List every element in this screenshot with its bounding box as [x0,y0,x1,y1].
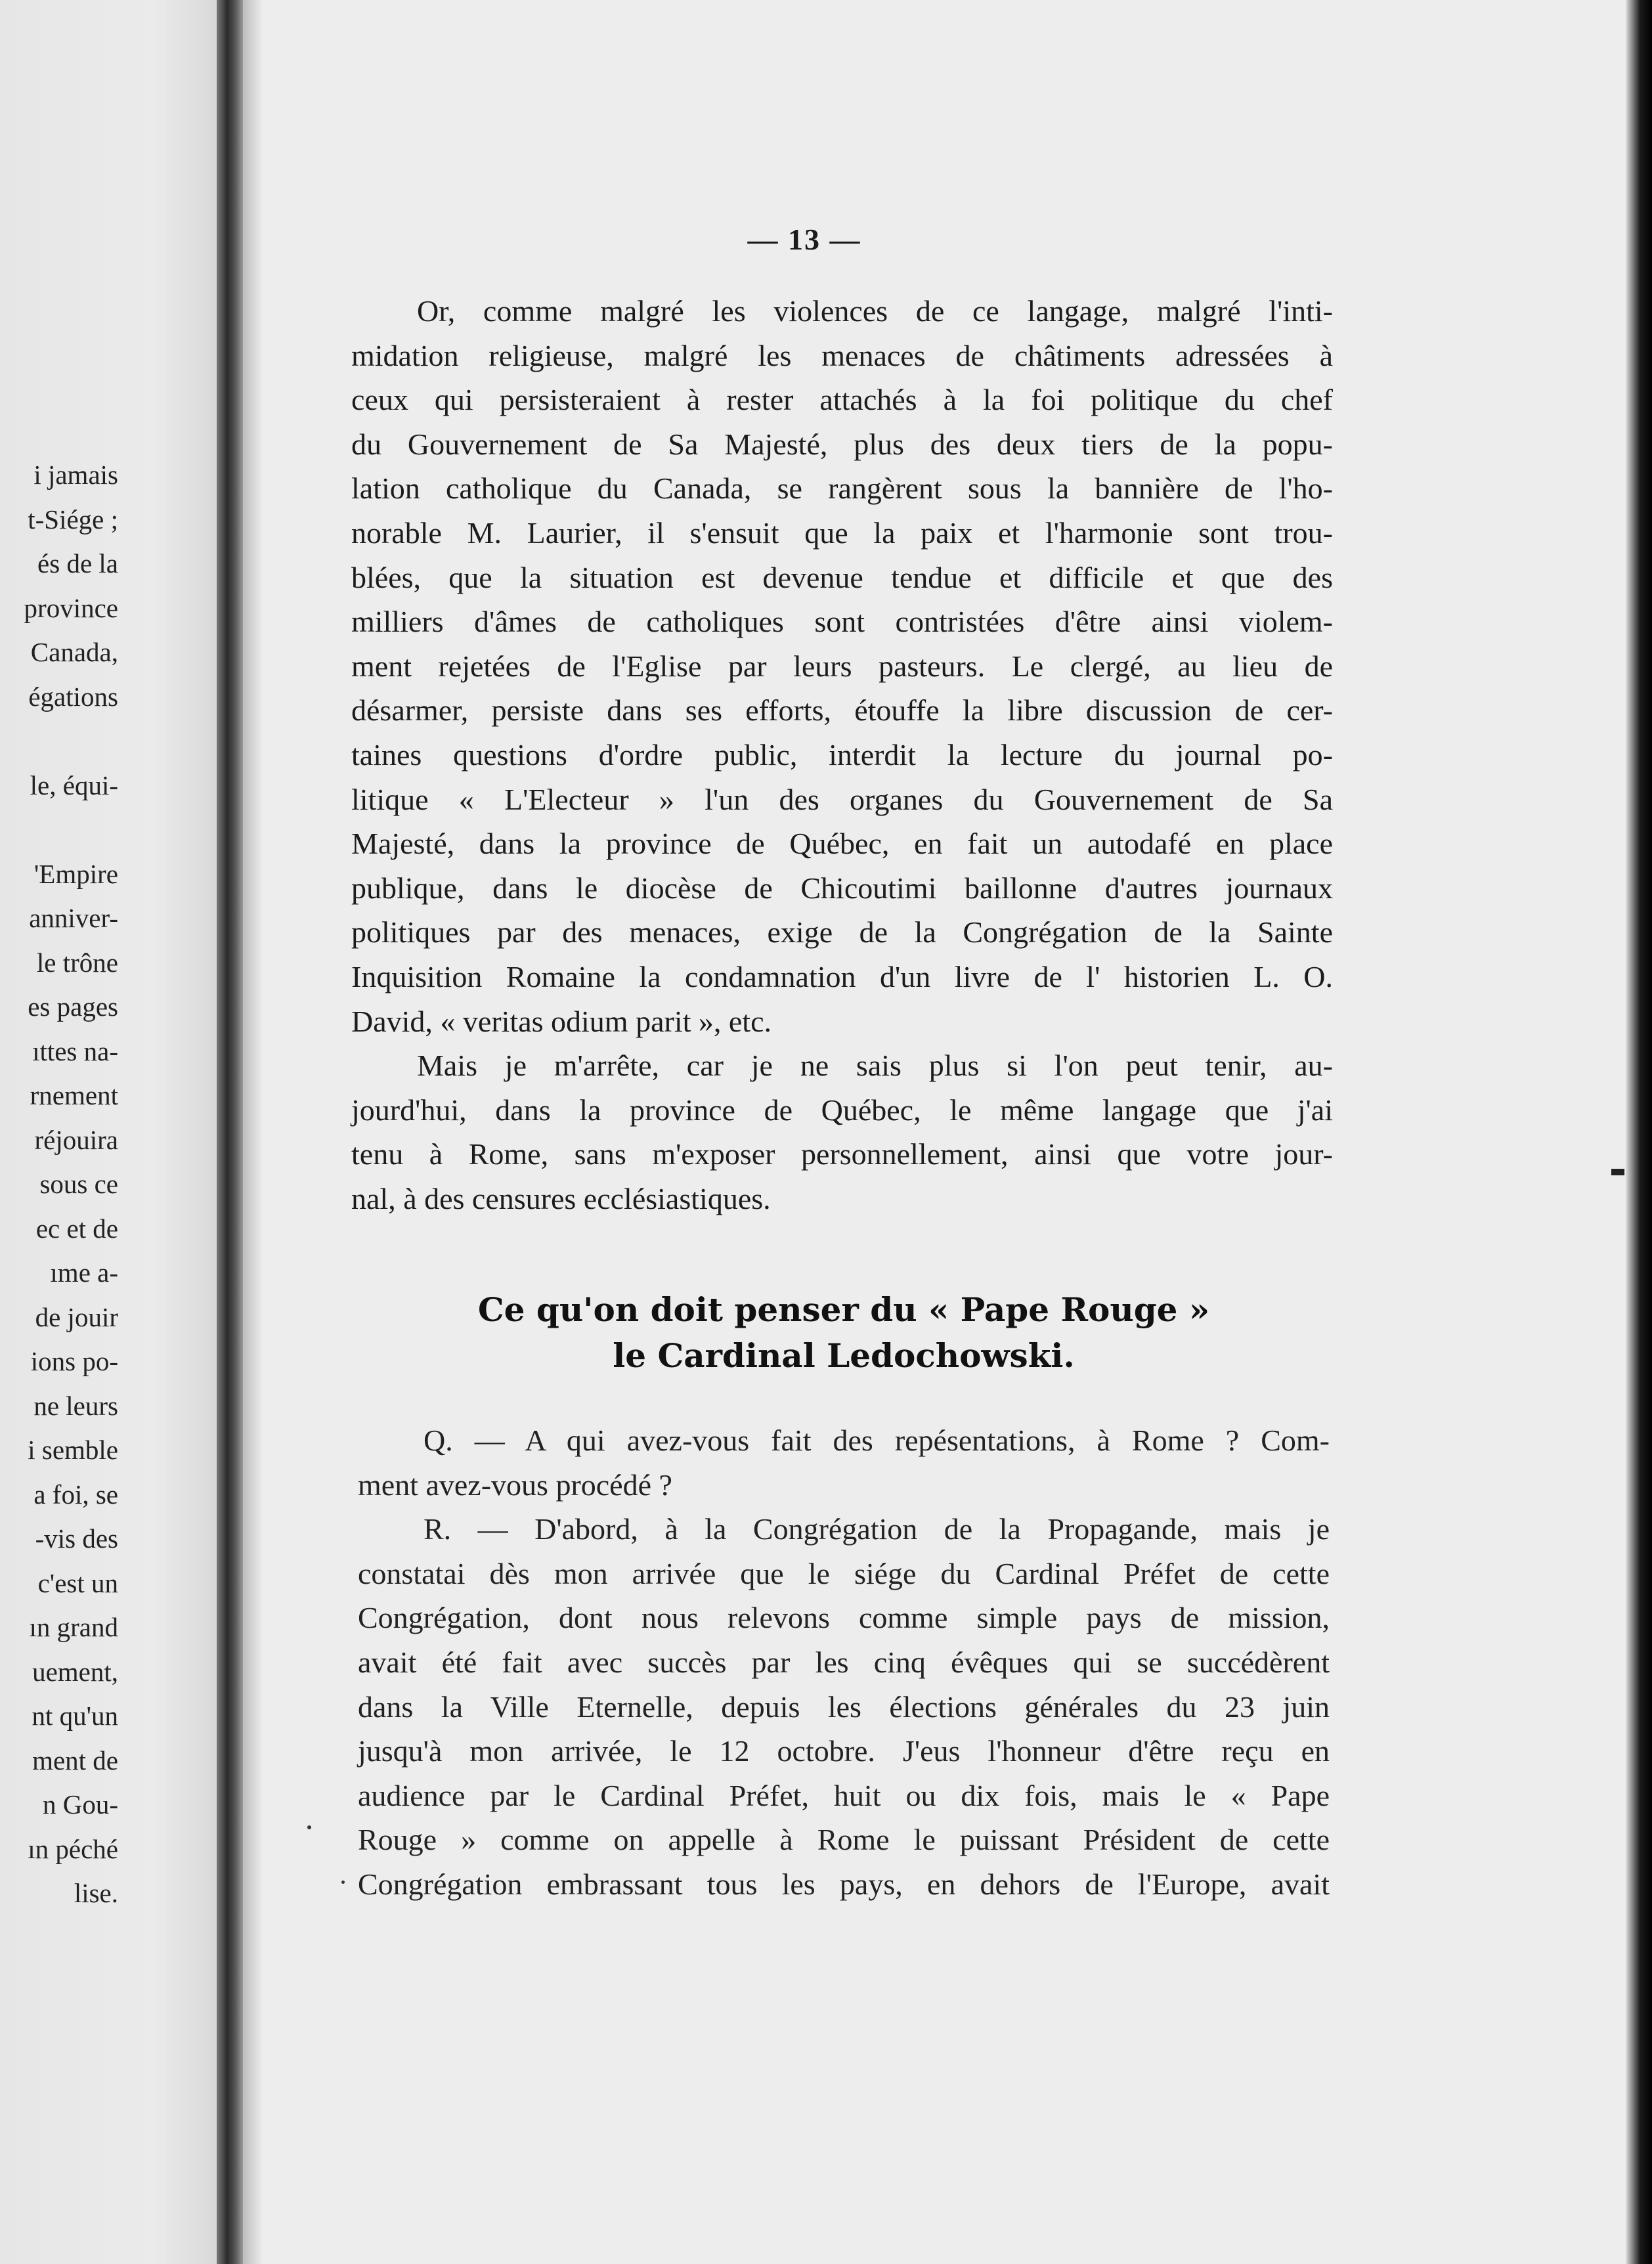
previous-page-line: de jouir [35,1301,118,1332]
text-line: midation religieuse, malgré les menaces de châtiments adressées à [351,338,1333,372]
previous-page-line: ions po- [30,1346,118,1376]
text-line: Rouge » comme on appelle à Rome le puissant Président de cette [358,1823,1330,1857]
previous-page-line: anniver- [29,903,118,933]
previous-page-line: és de la [37,548,118,578]
text-line: Mais je m'arrête, car je ne sais plus si l'on peut tenir, au- [417,1049,1333,1083]
text-line: constatai dès mon arrivée que le siége du Cardinal Préfet de cette [358,1556,1330,1590]
section-heading [355,1287,1333,1379]
text-line: publique, dans le diocèse de Chicoutimi baillonne d'autres journaux [351,871,1333,905]
text-line: Congrégation embrassant tous les pays, en dehors de l'Europe, avait [358,1867,1330,1901]
previous-page-line: ıme a- [50,1257,118,1288]
text-line: audience par le Cardinal Préfet, huit ou dix fois, mais le « Pape [358,1778,1330,1812]
previous-page-line: ec et de [35,1213,118,1244]
text-line: norable M. Laurier, il s'ensuit que la paix et l'harmonie sont trou- [351,515,1333,550]
previous-page-line: ne leurs [33,1390,118,1421]
page-right-edge [1626,0,1652,2264]
text-line: avait été fait avec succès par les cinq évêques qui se succédèrent [358,1645,1330,1679]
previous-page-line: rnement [30,1080,118,1110]
previous-page-line: Canada, [30,637,118,667]
scan-speck [341,1881,345,1884]
previous-page-line: c'est un [37,1567,118,1598]
interview-text-block [358,1418,1330,1907]
edge-mark [1611,1169,1624,1175]
text-line: ceux qui persisteraient à rester attachés à la foi politique du chef [351,383,1333,417]
text-line: litique « L'Electeur » l'un des organes du Gouvernement de Sa [351,782,1333,816]
previous-page-line: ın péché [28,1833,118,1864]
heading-line: le Cardinal Ledochowski. [613,1336,1075,1375]
text-line: du Gouvernement de Sa Majesté, plus des deux tiers de la popu- [351,427,1333,461]
question-paragraph [358,1418,1330,1507]
previous-page-line: i jamais [33,460,118,490]
text-line: lation catholique du Canada, se rangèrent sous la bannière de l'ho- [351,471,1333,506]
previous-page-line: sous ce [39,1169,118,1199]
book-gutter [217,0,243,2264]
previous-page-line: es pages [28,991,118,1022]
previous-page-line: t-Siége ; [28,504,118,534]
previous-page-line: ın grand [29,1612,118,1642]
text-line: politiques par des menaces, exige de la Congrégation de la Sainte [351,915,1333,949]
previous-page-line: le, équi- [30,770,118,800]
previous-page-strip [0,0,217,2264]
previous-page-line [24,719,118,764]
scan-speck [307,1825,311,1829]
text-line: jusqu'à mon arrivée, le 12 octobre. J'eus l'honneur d'être reçu en [358,1734,1330,1768]
page-number: — 13 — [747,223,861,256]
previous-page-line: n Gou- [42,1789,118,1819]
previous-page-line [24,808,118,852]
text-line: Majesté, dans la province de Québec, en fait un autodafé en place [351,827,1333,861]
main-text-block [351,289,1333,1221]
previous-page-line: ıttes na- [32,1035,118,1066]
paragraph-2 [351,1043,1333,1221]
heading-line: Ce qu'on doit penser du « Pape Rouge » [477,1290,1210,1329]
previous-page-line: ment de [32,1745,118,1775]
text-line: Q. — A qui avez-vous fait des repésentations, à Rome ? Com- [424,1424,1330,1457]
text-line: tenu à Rome, sans m'exposer personnellement, ainsi que votre jour- [351,1137,1333,1171]
previous-page-line: province [24,592,118,623]
answer-paragraph [358,1507,1330,1906]
text-line: Or, comme malgré les violences de ce langage, malgré l'inti- [417,294,1333,328]
text-line: ment avez-vous procédé ? [358,1468,672,1502]
text-line: milliers d'âmes de catholiques sont contristées d'être ainsi violem- [351,605,1333,639]
gutter-shadow [243,0,263,2264]
previous-page-line: lise. [74,1878,118,1908]
text-line: R. — D'abord, à la Congrégation de la Propagande, mais je [424,1512,1330,1546]
previous-page-line: i semble [28,1435,118,1465]
paragraph-1 [351,289,1333,1043]
previous-page-line: a foi, se [33,1479,118,1510]
text-line: Inquisition Romaine la condamnation d'un livre de l' historien L. O. [351,959,1333,993]
text-line: David, « veritas odium parit », etc. [351,1004,772,1038]
previous-page-line: nt qu'un [32,1701,118,1731]
text-line: nal, à des censures ecclésiastiques. [351,1181,771,1215]
previous-page-text [24,453,118,1916]
text-line: désarmer, persiste dans ses efforts, étouffe la libre discussion de cer- [351,693,1333,728]
previous-page-line: égations [28,681,118,712]
text-line: taines questions d'ordre public, interdit la lecture du journal po- [351,737,1333,772]
text-line: jourd'hui, dans la province de Québec, le même langage que j'ai [351,1093,1333,1127]
previous-page-line: -vis des [35,1523,118,1554]
previous-page-line: le trône [36,947,118,978]
text-line: blées, que la situation est devenue tendue et difficile et que des [351,560,1333,594]
text-line: ment rejetées de l'Eglise par leurs pasteurs. Le clergé, au lieu de [351,649,1333,683]
previous-page-line: uement, [32,1656,118,1687]
previous-page-line: 'Empire [33,858,118,889]
text-line: dans la Ville Eternelle, depuis les élections générales du 23 juin [358,1689,1330,1724]
text-line: Congrégation, dont nous relevons comme simple pays de mission, [358,1601,1330,1635]
previous-page-line: réjouira [34,1124,118,1155]
